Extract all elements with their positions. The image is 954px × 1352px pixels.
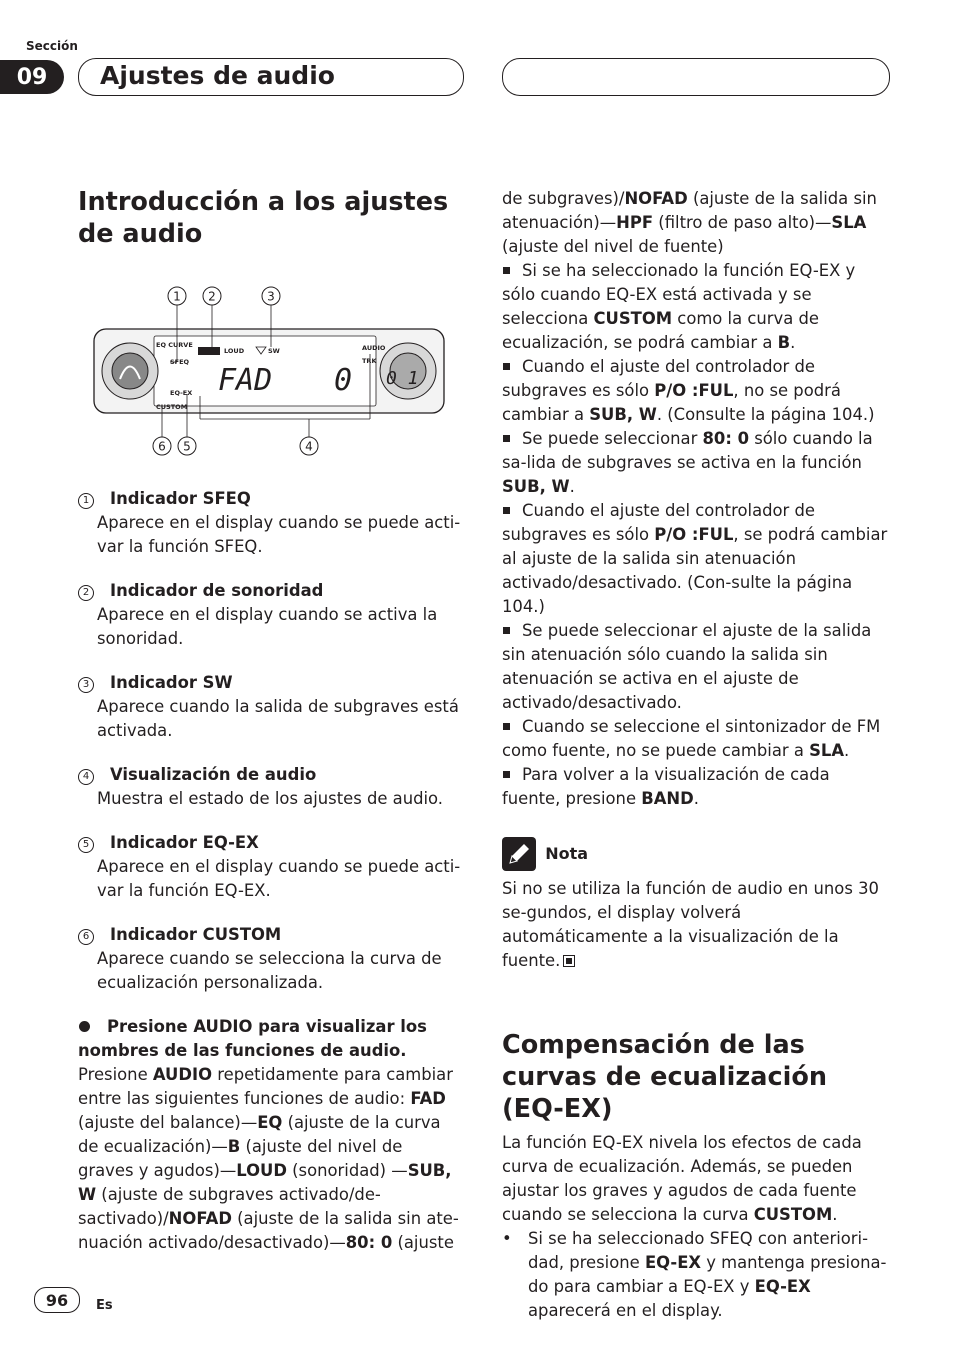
eqex-label: EQ-EX <box>170 389 193 397</box>
section-label: Sección <box>26 39 78 53</box>
header-empty-frame <box>502 58 890 96</box>
square-bullet-icon <box>503 771 510 778</box>
callout-5: 5 <box>183 439 191 454</box>
item-desc: Aparece en el display cuando se puede acti-var la función SFEQ. <box>97 513 461 556</box>
display-side-text: 0 1 <box>386 368 419 389</box>
callout-1: 1 <box>173 289 181 304</box>
note-label: Nota <box>545 843 589 863</box>
eqex-text: La función EQ-EX nivela los efectos de cada curva de ecualización. Además, se pueden ajustar los graves y agudos de cada fuente cuando se selecciona la curva CUSTOM. <box>502 1133 862 1224</box>
bullet-item: Se puede seleccionar 80: 0 sólo cuando la sa-lida de subgraves se activa en la función SUB, W. <box>502 429 873 496</box>
item-title: Indicador SW <box>110 673 233 692</box>
square-bullet-icon <box>503 363 510 370</box>
item-number: 1 <box>78 493 94 509</box>
item-title: Indicador de sonoridad <box>110 581 324 600</box>
item-number: 2 <box>78 585 94 601</box>
list-item <box>78 487 462 559</box>
item-number: 3 <box>78 677 94 693</box>
bullet-dot-icon: • <box>502 1229 512 1248</box>
list-item <box>78 579 462 651</box>
list-item <box>78 763 462 811</box>
trk-label: TRK <box>362 357 377 365</box>
square-bullet-icon <box>503 627 510 634</box>
square-bullet-icon <box>503 267 510 274</box>
eqex-heading: Compensación de las curvas de ecualización (EQ-EX) <box>502 1030 827 1124</box>
right-column <box>502 187 888 1323</box>
item-title: Indicador CUSTOM <box>110 925 282 944</box>
display-fad-text: FAD <box>218 363 273 398</box>
item-desc: Aparece en el display cuando se puede acti-var la función EQ-EX. <box>97 857 461 900</box>
item-title: Indicador EQ-EX <box>110 833 259 852</box>
intro-section <box>78 186 462 250</box>
audio-label: AUDIO <box>362 344 386 352</box>
bullet-item: Se puede seleccionar el ajuste de la salida sin atenuación sólo cuando la salida sin atenuación se activa en el ajuste de activado/desactivado. <box>502 621 872 712</box>
cont-text: de subgraves)/NOFAD (ajuste de la salida sin atenuación)—HPF (filtro de paso alto)—SLA (ajuste del nivel de fuente) <box>502 189 877 256</box>
square-bullet-icon <box>503 507 510 514</box>
page-title: Ajustes de audio <box>100 61 335 90</box>
end-mark-icon <box>563 955 575 967</box>
list-item <box>78 923 462 995</box>
item-number: 6 <box>78 929 94 945</box>
item-title: Indicador SFEQ <box>110 489 251 508</box>
page-number: 96 <box>34 1287 80 1313</box>
item-desc: Muestra el estado de los ajustes de audio. <box>97 789 444 808</box>
list-item <box>78 831 462 903</box>
loud-label: LOUD <box>224 347 245 355</box>
bullet-item: Cuando el ajuste del controlador de subgraves es sólo P/O :FUL, se podrá cambiar al ajuste de la salida sin atenuación activado/desactivado. (Con-sulte la página 104.) <box>502 501 888 616</box>
step-title: Presione AUDIO para visualizar los nombres de las funciones de audio. <box>78 1017 427 1060</box>
item-desc: Aparece cuando se selecciona la curva de ecualización personalizada. <box>97 949 442 992</box>
callout-4: 4 <box>305 439 313 454</box>
callout-6: 6 <box>158 439 166 454</box>
bullet-item: Para volver a la visualización de cada fuente, presione BAND. <box>502 765 830 808</box>
language-code: Es <box>96 1298 113 1313</box>
item-number: 5 <box>78 837 94 853</box>
bullet-item: Cuando se seleccione el sintonizador de FM como fuente, no se puede cambiar a SLA. <box>502 717 881 760</box>
eqex-bullet: • Si se ha seleccionado SFEQ con anteriori-dad, presione EQ-EX y mantenga presiona-do para cambiar a EQ-EX y EQ-EX aparecerá en el display. <box>502 1229 887 1320</box>
loud-indicator-icon <box>198 347 220 355</box>
sw-label: SW <box>268 347 280 355</box>
audio-display-figure <box>90 284 450 459</box>
display-value-text: 0 <box>334 363 353 398</box>
note-text: Si no se utiliza la función de audio en unos 30 se-gundos, el display volverá automáticamente a la visualización de la fuente. <box>502 879 879 970</box>
pencil-note-icon <box>502 837 536 871</box>
bullet-dot-icon <box>79 1021 90 1032</box>
indicator-list <box>78 487 462 1255</box>
sfeq-label: SFEQ <box>170 358 190 366</box>
square-bullet-icon <box>503 435 510 442</box>
item-number: 4 <box>78 769 94 785</box>
eq-curve-label: EQ CURVE <box>156 341 193 349</box>
bullet-item: Cuando el ajuste del controlador de subgraves es sólo P/O :FUL, no se podrá cambiar a SUB, W. (Consulte la página 104.) <box>502 357 875 424</box>
callout-3: 3 <box>267 289 275 304</box>
section-number: 09 <box>0 60 64 94</box>
custom-label: CUSTOM <box>156 403 188 411</box>
note-header <box>502 837 888 871</box>
item-desc: Aparece en el display cuando se activa la sonoridad. <box>97 605 438 648</box>
bullet-item: Si se ha seleccionado la función EQ-EX y sólo cuando EQ-EX está activada y se selecciona CUSTOM como la curva de ecualización, se podrá cambiar a B. <box>502 261 856 352</box>
step-text: Presione AUDIO repetidamente para cambiar entre las siguientes funciones de audio: FAD (ajuste del balance)—EQ (ajuste de la curva de ecualización)—B (ajuste del nivel de graves y agudos)—LOUD (sonoridad) —SUB, W (ajuste de subgraves activado/de-sactivado)/NOFAD (ajuste de la salida sin ate-nuación activado/desactivado)—80: 0 (ajuste <box>78 1065 459 1252</box>
intro-heading: Introducción a los ajustes de audio <box>78 187 449 249</box>
item-title: Visualización de audio <box>110 765 317 784</box>
list-item <box>78 671 462 743</box>
square-bullet-icon <box>503 723 510 730</box>
callout-2: 2 <box>208 289 216 304</box>
item-desc: Aparece cuando la salida de subgraves está activada. <box>97 697 459 740</box>
